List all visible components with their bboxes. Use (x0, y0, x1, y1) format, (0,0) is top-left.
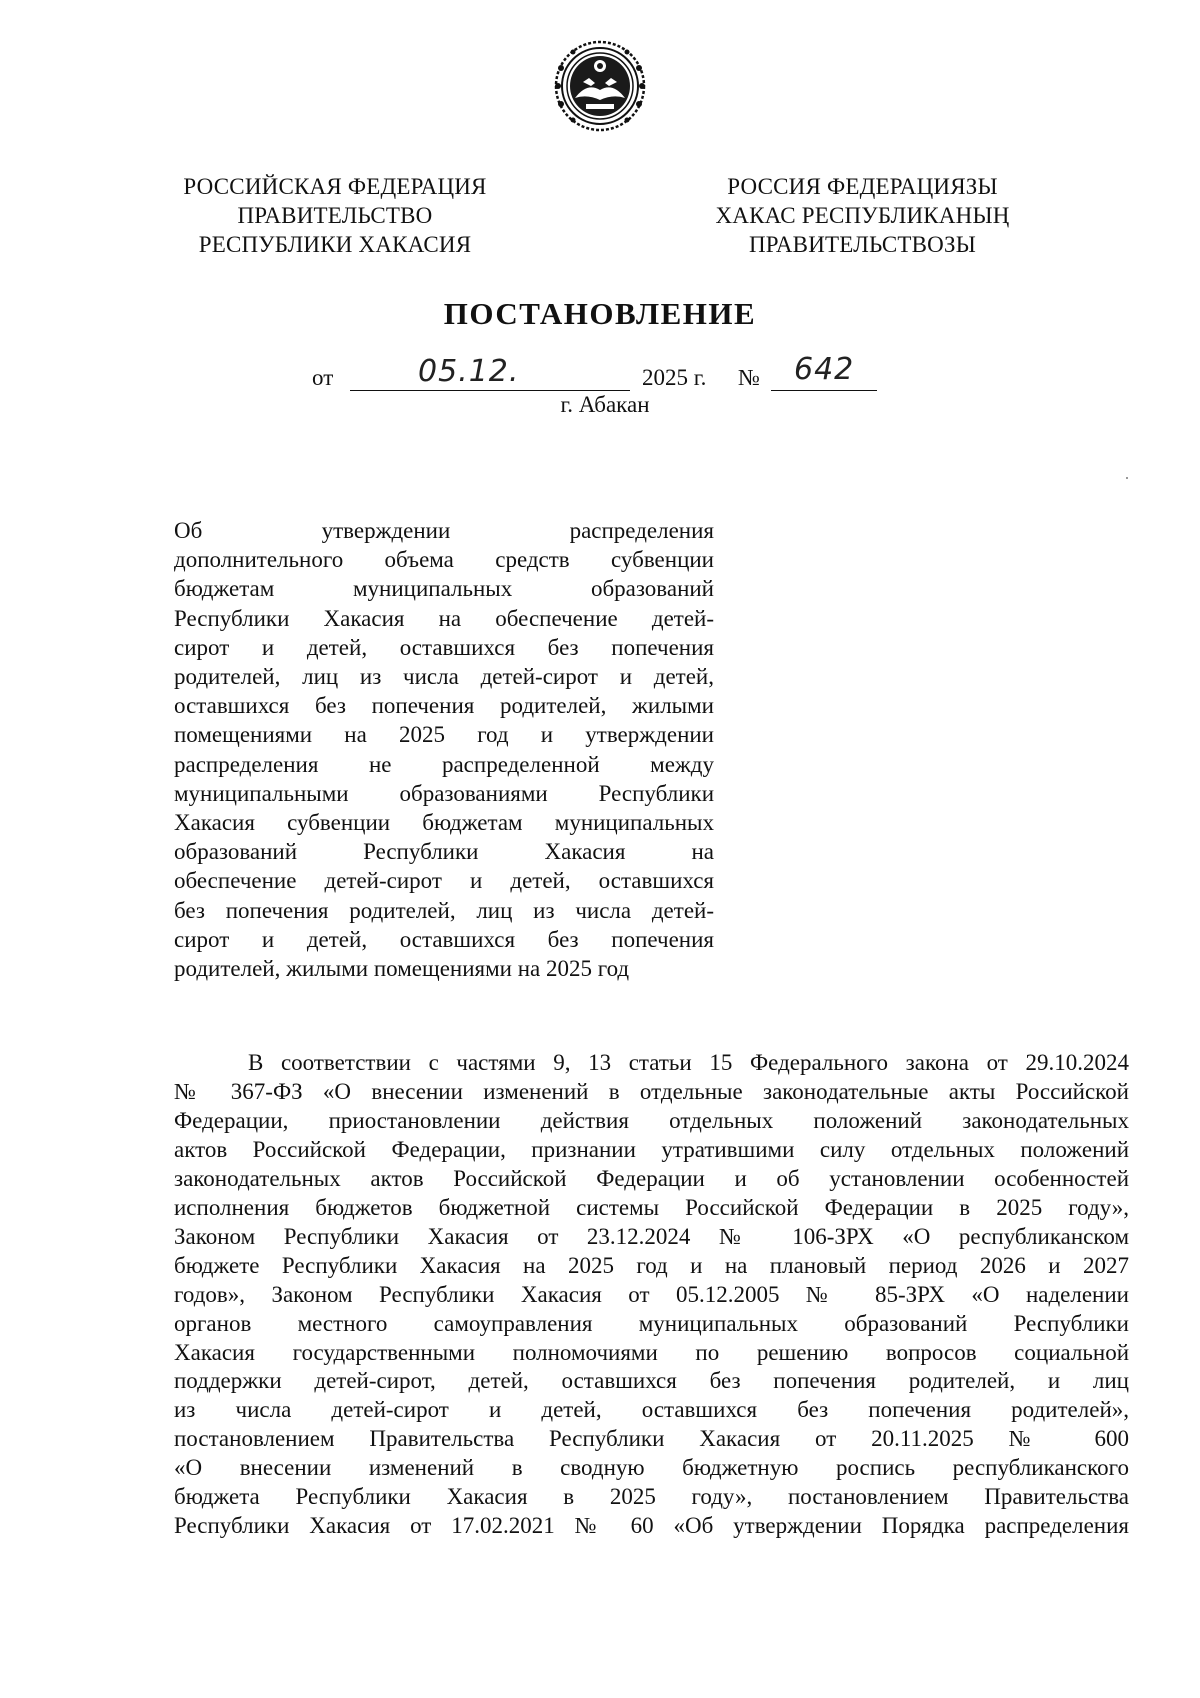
header-right-line: ХАКАС РЕСПУБЛИКАНЫҢ (715, 203, 1010, 228)
subject-line: бюджетам муниципальных образований (174, 576, 714, 602)
header-left-russian (165, 172, 505, 259)
body-line: органов местного самоуправления муниципальных образований Республики (174, 1310, 1129, 1336)
subject-line: сирот и детей, оставшихся без попечения (174, 634, 714, 660)
subject-line: распределения не распределенной между (174, 751, 714, 777)
header-right-line: РОССИЯ ФЕДЕРАЦИЯЗЫ (727, 174, 998, 199)
body-line: поддержки детей-сирот, детей, оставшихся без попечения родителей, и лиц (174, 1368, 1129, 1394)
header-left-line: РОССИЙСКАЯ ФЕДЕРАЦИЯ (183, 174, 487, 199)
subject-block (174, 516, 714, 983)
body-line: из числа детей-сирот и детей, оставшихся без попечения родителей», (174, 1397, 1129, 1423)
date-handwritten: 05.12. (418, 354, 520, 389)
subject-line: оставшихся без попечения родителей, жилыми (174, 693, 714, 719)
body-line: актов Российской Федерации, признании утратившими силу отдельных положений (174, 1136, 1129, 1162)
body-paragraph (174, 1049, 1129, 1541)
scan-speck (1126, 477, 1128, 479)
subject-line: родителей, жилыми помещениями на 2025 год (174, 956, 630, 982)
header-right-line: ПРАВИТЕЛЬСТВОЗЫ (749, 232, 976, 257)
header-left-line: ПРАВИТЕЛЬСТВО (237, 203, 433, 228)
city-line: г. Абакан (560, 392, 650, 417)
subject-line: без попечения родителей, лиц из числа детей- (174, 897, 714, 923)
number-handwritten: 642 (794, 352, 855, 387)
body-line: Законом Республики Хакасия от 23.12.2024 № 106-ЗРХ «О республиканском (174, 1223, 1129, 1249)
subject-line: Хакасия субвенции бюджетам муниципальных (174, 810, 714, 836)
subject-line: муниципальными образованиями Республики (174, 780, 714, 806)
body-line: бюджета Республики Хакасия в 2025 году», постановлением Правительства (174, 1484, 1129, 1510)
subject-line: Республики Хакасия на обеспечение детей- (174, 605, 714, 631)
body-line: Хакасия государственными полномочиями по решению вопросов социальной (174, 1339, 1129, 1365)
header-left-line: РЕСПУБЛИКИ ХАКАСИЯ (198, 232, 472, 257)
body-line: «О внесении изменений в сводную бюджетную роспись республиканского (174, 1455, 1129, 1481)
body-line: Федерации, приостановлении действия отдельных положений законодательных (174, 1107, 1129, 1133)
body-line: бюджете Республики Хакасия на 2025 год и на плановый период 2026 и 2027 (174, 1252, 1129, 1278)
coat-of-arms-emblem (553, 38, 647, 134)
subject-line: родителей, лиц из числа детей-сирот и детей, (174, 664, 714, 690)
header-right-khakas (690, 172, 1035, 259)
subject-line: обеспечение детей-сирот и детей, оставшихся (174, 868, 714, 894)
subject-line: помещениями на 2025 год и утверждении (174, 722, 714, 748)
date-prefix: от (312, 365, 334, 390)
year-label: 2025 г. (642, 365, 707, 390)
number-underline (771, 390, 877, 391)
number-sign: № (738, 365, 760, 390)
body-line: законодательных актов Российской Федерации и об установлении особенностей (174, 1165, 1129, 1191)
body-line: В соответствии с частями 9, 13 статьи 15 Федерального закона от 29.10.2024 (248, 1050, 1129, 1075)
body-line: Республики Хакасия от 17.02.2021 № 60 «Об утверждении Порядка распределения (174, 1513, 1129, 1539)
body-line: постановлением Правительства Республики Хакасия от 20.11.2025 № 600 (174, 1426, 1129, 1452)
subject-line: дополнительного объема средств субвенции (174, 547, 714, 573)
document-type-title: ПОСТАНОВЛЕНИЕ (443, 296, 757, 331)
body-line: № 367-ФЗ «О внесении изменений в отдельные законодательные акты Российской (174, 1078, 1129, 1104)
subject-line: сирот и детей, оставшихся без попечения (174, 926, 714, 952)
body-line: годов», Законом Республики Хакасия от 05.12.2005 № 85-ЗРХ «О наделении (174, 1281, 1129, 1307)
subject-line: образований Республики Хакасия на (174, 839, 714, 865)
body-line: исполнения бюджетов бюджетной системы Российской Федерации в 2025 году», (174, 1194, 1129, 1220)
subject-line: Об утверждении распределения (174, 518, 714, 543)
date-underline (350, 390, 630, 391)
